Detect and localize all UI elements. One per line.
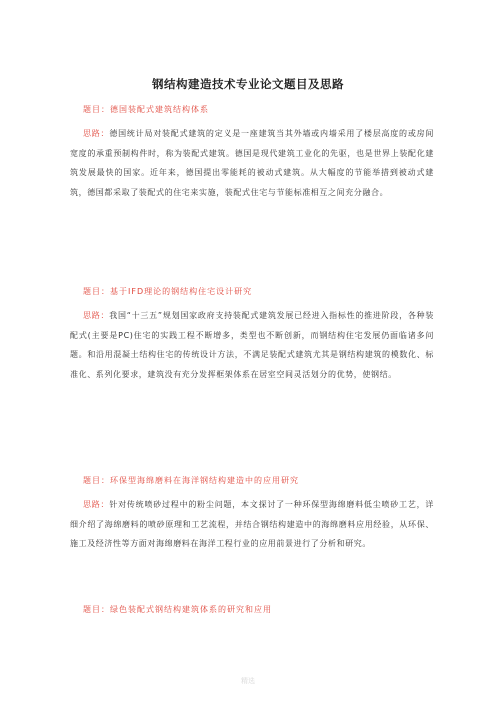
- abstract-label: 思路：: [83, 500, 110, 509]
- topic-section-1: [70, 104, 434, 202]
- topic-heading: 题目：环保型海绵磨料在海洋钢结构建造中的应用研究: [83, 476, 299, 485]
- abstract-text: 德国统计局对装配式建筑的定义是一座建筑当其外墙或内墙采用了楼层高度的或房间宽度的承重预制构件时，称为装配式建筑。德国是现代建筑工业化的先驱，也是世界上装配化建筑发展最快的国家。近年来，德国提出零能耗的被动式建筑。从大幅度的节能举措到被动式建筑，德国都采取了装配式的住宅来实施，装配式住宅与节能标准相互之间充分融合。: [70, 129, 434, 197]
- page-footer: 精选: [241, 677, 255, 685]
- topic-abstract: [70, 124, 434, 202]
- topic-heading: 题目：德国装配式建筑结构体系: [83, 105, 209, 114]
- abstract-label: 思路：: [83, 129, 110, 138]
- topic-section-2: [70, 286, 434, 384]
- abstract-text: 针对传统喷砂过程中的粉尘问题，本文探讨了一种环保型海绵磨料低尘喷砂工艺，详细介绍了海绵磨料的喷砂原理和工艺流程，并结合钢结构建造中的海绵磨料应用经验，从环保、施工及经济性等方面对海绵磨料在海洋工程行业的应用前景进行了分析和研究。: [70, 500, 434, 549]
- topic-abstract: [70, 495, 434, 554]
- topic-section-4: [70, 604, 434, 624]
- topic-abstract: [70, 306, 434, 384]
- topic-heading: 题目：绿色装配式钢结构建筑体系的研究和应用: [83, 605, 272, 614]
- abstract-text: 我国“十三五”规划国家政府支持装配式建筑发展已经进入指标性的推进阶段，各种装配式(主要是PC)住宅的实践工程不断增多，类型也不断创新，而钢结构住宅发展仍面临诸多问题。和沿用混凝土结构住宅的传统设计方法，不满足装配式建筑尤其是钢结构建筑的模数化、标准化、系列化要求，建筑没有充分发挥框架体系在居室空间灵活划分的优势，使钢结。: [70, 311, 434, 379]
- abstract-label: 思路：: [83, 311, 110, 320]
- document-title: 钢结构建造技术专业论文题目及思路: [152, 77, 344, 91]
- topic-heading: 题目：基于IFD理论的钢结构住宅设计研究: [83, 287, 253, 296]
- topic-section-3: [70, 475, 434, 554]
